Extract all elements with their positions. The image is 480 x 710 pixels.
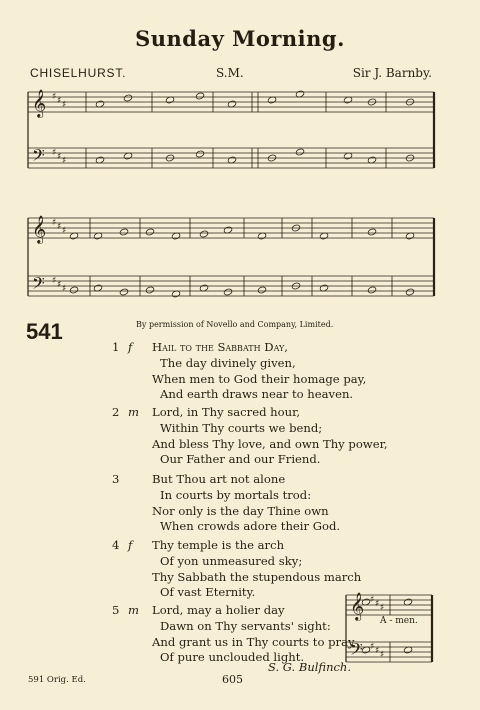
note-head xyxy=(195,92,204,100)
verse-line: The day divinely given, xyxy=(160,355,296,370)
sharp-icon: ♯ xyxy=(370,642,375,652)
edition-note: 591 Orig. Ed. xyxy=(28,675,86,685)
sharp-icon: ♯ xyxy=(57,152,62,162)
sharp-icon: ♯ xyxy=(52,148,57,158)
verse-number: 2 xyxy=(112,405,120,419)
verse-number: 1 xyxy=(112,340,120,354)
verse-line: Lord, in Thy sacred hour, xyxy=(152,405,301,419)
verse-line: Thy Sabbath the stupendous march xyxy=(152,569,362,584)
note-head xyxy=(257,286,266,294)
verse-line: And grant us in Thy courts to pray xyxy=(152,634,355,649)
sharp-icon: ♯ xyxy=(62,100,67,110)
note-head xyxy=(145,228,154,236)
dynamic-mark: m xyxy=(128,603,139,617)
verse-line: But Thou art not alone xyxy=(152,472,286,486)
sharp-icon: ♯ xyxy=(380,603,385,613)
note-head xyxy=(199,230,208,238)
dynamic-mark: f xyxy=(128,340,133,354)
dynamic-mark: m xyxy=(128,405,139,419)
verse-line: Our Father and our Friend. xyxy=(160,452,321,467)
author-attribution: S. G. Bulfinch. xyxy=(268,660,351,674)
hymn-number: 541 xyxy=(26,319,63,344)
note-head xyxy=(123,94,132,102)
verse-line: Dawn on Thy servants' sight: xyxy=(160,618,331,633)
tune-name: CHISELHURST. xyxy=(30,66,127,80)
verse-line: Nor only is the day Thine own xyxy=(152,503,329,518)
verse-line: And earth draws near to heaven. xyxy=(160,387,354,402)
verse-line: In courts by mortals trod: xyxy=(160,487,312,502)
verse-line: Within Thy courts we bend; xyxy=(160,420,323,435)
note-head xyxy=(367,228,376,236)
treble-clef-icon: 𝄞 xyxy=(32,215,47,243)
dynamic-mark: f xyxy=(128,538,133,552)
sharp-icon: ♯ xyxy=(375,599,380,609)
treble-clef-icon: 𝄞 xyxy=(32,89,47,117)
sharp-icon: ♯ xyxy=(62,156,67,166)
note-head xyxy=(145,286,154,294)
verse-line: Lord, may a holier day xyxy=(152,603,285,617)
verse-line: Of vast Eternity. xyxy=(160,585,256,600)
bass-clef-icon: 𝄢 xyxy=(350,639,363,663)
sharp-icon: ♯ xyxy=(62,226,67,236)
verse-line: And bless Thy love, and own Thy power, xyxy=(152,436,388,451)
note-head xyxy=(69,286,78,294)
amen-label: A - men. xyxy=(380,616,418,626)
sharp-icon: ♯ xyxy=(52,276,57,286)
verse-line: Hail to the Sabbath Day, xyxy=(152,340,288,354)
sharp-icon: ♯ xyxy=(375,646,380,656)
note-head xyxy=(295,148,304,156)
verse-line: Of pure unclouded light. xyxy=(160,650,305,665)
sharp-icon: ♯ xyxy=(52,92,57,102)
note-head xyxy=(119,228,128,236)
sharp-icon: ♯ xyxy=(57,280,62,290)
note-head xyxy=(119,288,128,296)
verse-line: When crowds adore their God. xyxy=(160,519,341,534)
sharp-icon: ♯ xyxy=(62,284,67,294)
note-head xyxy=(367,286,376,294)
permission-note: By permission of Novello and Company, Limited. xyxy=(136,320,334,329)
page-title: Sunday Morning. xyxy=(135,26,345,51)
sharp-icon: ♯ xyxy=(370,595,375,605)
treble-clef-icon: 𝄞 xyxy=(350,592,365,620)
verse-line: Thy temple is the arch xyxy=(152,538,285,552)
page-number: 605 xyxy=(222,673,243,686)
composer-name: Sir J. Barnby. xyxy=(352,66,432,80)
note-head xyxy=(195,150,204,158)
verse-number: 4 xyxy=(112,538,120,552)
note-head xyxy=(405,288,414,296)
note-head xyxy=(223,288,232,296)
verse-line: When men to God their homage pay, xyxy=(152,371,367,386)
sharp-icon: ♯ xyxy=(57,222,62,232)
verse-line: Of yon unmeasured sky; xyxy=(160,553,303,568)
tune-meter: S.M. xyxy=(216,66,244,80)
bass-clef-icon: 𝄢 xyxy=(32,273,45,297)
sharp-icon: ♯ xyxy=(380,650,385,660)
sharp-icon: ♯ xyxy=(52,218,57,228)
bass-clef-icon: 𝄢 xyxy=(32,145,45,169)
verse-number: 3 xyxy=(112,472,120,486)
verse-number: 5 xyxy=(112,603,120,617)
sharp-icon: ♯ xyxy=(57,96,62,106)
